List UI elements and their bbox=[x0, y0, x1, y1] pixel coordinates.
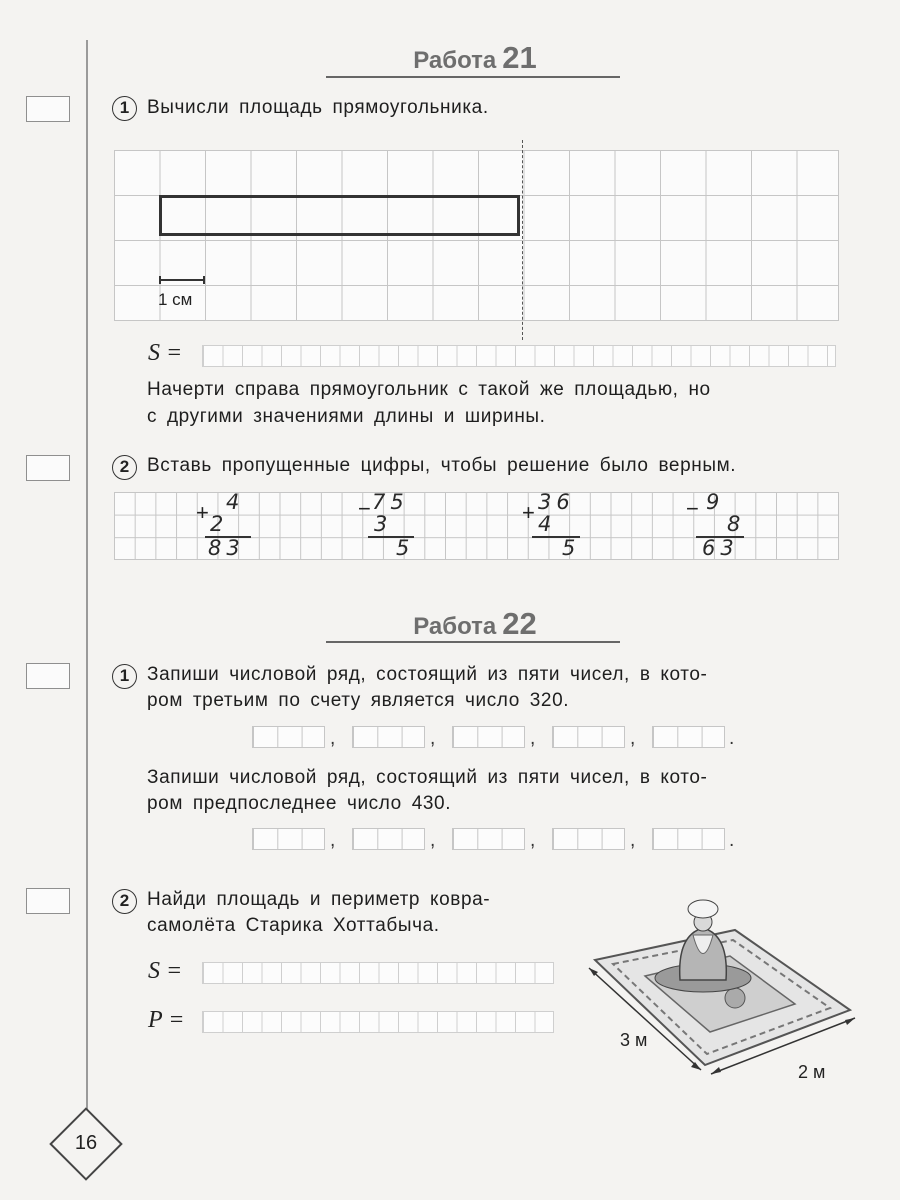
area-label: S = bbox=[148, 958, 183, 984]
minus-sign: − bbox=[358, 496, 371, 521]
task-number-circle: 1 bbox=[112, 96, 137, 121]
task-21-2-text: Вставь пропущенные цифры, чтобы решение было верным. bbox=[147, 455, 737, 476]
sequence-box[interactable] bbox=[252, 726, 325, 748]
heading-rule bbox=[326, 76, 620, 78]
task-number-circle: 1 bbox=[112, 664, 137, 689]
problem-2-middle: 3 bbox=[374, 512, 393, 536]
problem-1-top: 4 bbox=[226, 490, 245, 514]
score-box-22-1[interactable] bbox=[26, 663, 70, 689]
task-21-1-text: Вычисли площадь прямоугольника. bbox=[147, 97, 489, 118]
old-man-turban bbox=[688, 900, 718, 918]
score-box-21-1[interactable] bbox=[26, 96, 70, 122]
sequence-box[interactable] bbox=[452, 828, 525, 850]
plus-sign: + bbox=[522, 500, 535, 525]
problem-3-top: 36 bbox=[538, 490, 575, 514]
period: . bbox=[729, 830, 735, 851]
problem-2-top: 75 bbox=[372, 490, 409, 514]
heading-rule bbox=[326, 641, 620, 643]
scale-label: 1 см bbox=[158, 290, 193, 309]
given-rectangle bbox=[159, 195, 520, 236]
score-box-22-2[interactable] bbox=[26, 888, 70, 914]
comma: , bbox=[430, 830, 436, 851]
comma: , bbox=[530, 728, 536, 749]
comma: , bbox=[630, 830, 636, 851]
sequence-box[interactable] bbox=[552, 726, 625, 748]
problem-2-result: 5 bbox=[396, 536, 415, 560]
problem-4-middle: 8 bbox=[727, 512, 746, 536]
problem-3-middle: 4 bbox=[538, 512, 557, 536]
comma: , bbox=[330, 830, 336, 851]
period: . bbox=[729, 728, 735, 749]
area-answer-field[interactable] bbox=[202, 345, 836, 367]
heading-number: 21 bbox=[502, 40, 537, 75]
comma: , bbox=[430, 728, 436, 749]
problem-3-result: 5 bbox=[562, 536, 581, 560]
instruction-line-2: с другими значениями длины и ширины. bbox=[147, 406, 546, 427]
comma: , bbox=[530, 830, 536, 851]
minus-sign: − bbox=[686, 496, 699, 521]
work-22-heading bbox=[330, 606, 620, 642]
task-22-2-text-line-1: Найди площадь и периметр ковра- bbox=[147, 889, 491, 910]
plus-sign: + bbox=[196, 500, 209, 525]
sequence-box[interactable] bbox=[652, 828, 725, 850]
instruction-line-1: Начерти справа прямоугольник с такой же площадью, но bbox=[147, 379, 711, 400]
score-box-21-2[interactable] bbox=[26, 455, 70, 481]
comma: , bbox=[330, 728, 336, 749]
comma: , bbox=[630, 728, 636, 749]
page-number: 16 bbox=[74, 1132, 98, 1154]
page-margin-line bbox=[86, 40, 88, 1140]
carpet-ornament bbox=[725, 988, 745, 1008]
task-number-circle: 2 bbox=[112, 455, 137, 480]
width-arrow-head bbox=[845, 1018, 855, 1025]
task-22-1-text-a-line-1: Запиши числовой ряд, состоящий из пяти чисел, в кото- bbox=[147, 664, 708, 685]
carpet-width-label: 2 м bbox=[798, 1062, 826, 1082]
problem-1-result: 83 bbox=[208, 536, 245, 560]
task-22-2-text-line-2: самолёта Старика Хоттабыча. bbox=[147, 915, 440, 936]
sequence-box[interactable] bbox=[652, 726, 725, 748]
perimeter-label: P = bbox=[148, 1007, 185, 1033]
carpet-length-label: 3 м bbox=[620, 1030, 648, 1050]
problem-4-result: 63 bbox=[702, 536, 739, 560]
problem-4-top: 9 bbox=[706, 490, 725, 514]
sequence-box[interactable] bbox=[252, 828, 325, 850]
perimeter-answer-field[interactable] bbox=[202, 1011, 554, 1033]
heading-number: 22 bbox=[502, 606, 537, 641]
area-label: S = bbox=[148, 340, 183, 366]
sequence-box[interactable] bbox=[552, 828, 625, 850]
problem-1-middle: 2 bbox=[210, 512, 229, 536]
area-answer-field[interactable] bbox=[202, 962, 554, 984]
width-arrow-head bbox=[711, 1067, 721, 1074]
sequence-box[interactable] bbox=[452, 726, 525, 748]
work-21-heading bbox=[330, 40, 620, 76]
dashed-divider bbox=[522, 140, 523, 340]
scale-bar bbox=[159, 276, 205, 284]
sequence-box[interactable] bbox=[352, 828, 425, 850]
task-22-1-text-b-line-1: Запиши числовой ряд, состоящий из пяти чисел, в кото- bbox=[147, 767, 708, 788]
task-number-circle: 2 bbox=[112, 889, 137, 914]
task-22-1-text-a-line-2: ром третьим по счету является число 320. bbox=[147, 690, 570, 711]
heading-word: Работа bbox=[413, 47, 497, 74]
task-22-1-text-b-line-2: ром предпоследнее число 430. bbox=[147, 793, 452, 814]
sequence-box[interactable] bbox=[352, 726, 425, 748]
heading-word: Работа bbox=[413, 613, 497, 640]
